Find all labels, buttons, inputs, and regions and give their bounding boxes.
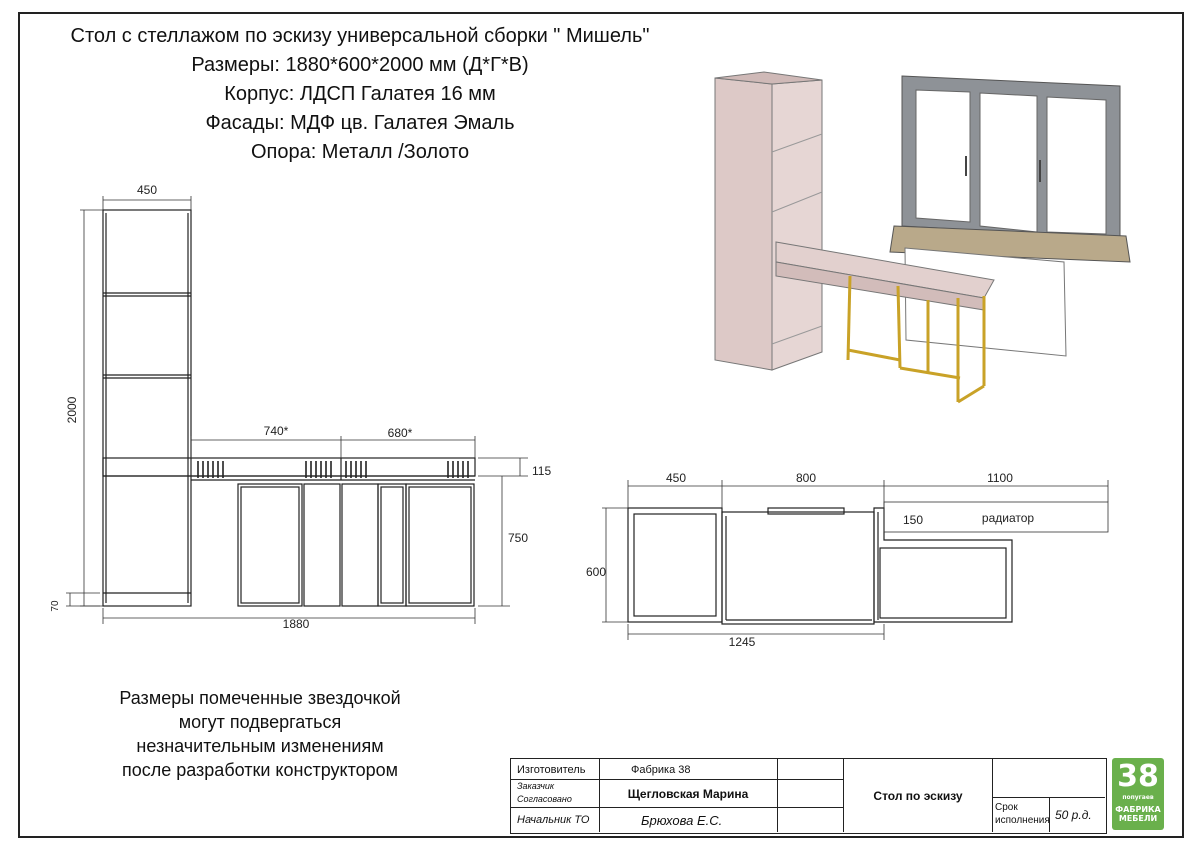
- head-label: Начальник ТО: [517, 814, 590, 826]
- approved-label: Согласовано: [517, 794, 572, 804]
- asterisk-note: [80, 686, 440, 782]
- plan-dim-450: 450: [665, 471, 687, 485]
- product-name: Стол по эскизу: [873, 788, 963, 803]
- plan-dim-1100: 1100: [987, 471, 1013, 485]
- header-facade-material: Фасады: МДФ цв. Галатея Эмаль: [205, 112, 515, 134]
- plan-tower: [628, 508, 722, 622]
- title-block: [510, 758, 1107, 834]
- dim-70: 70: [50, 600, 61, 612]
- customer-label: Заказчик: [517, 780, 555, 791]
- note-line-1: Размеры помеченные звездочкой: [119, 688, 401, 708]
- logo-brand-1: ФАБРИКА: [1115, 805, 1161, 814]
- plan-dim-1245: 1245: [728, 635, 756, 649]
- header-title: Стол с стеллажом по эскизу универсальной сборки " Мишель": [70, 25, 650, 47]
- plan-dim-800: 800: [795, 471, 817, 485]
- term-label-1: Срок: [995, 801, 1018, 813]
- dim-115: 115: [532, 464, 552, 478]
- dim-750: 750: [508, 531, 529, 545]
- header-body-material: Корпус: ЛДСП Галатея 16 мм: [224, 83, 496, 105]
- plan-dim-600: 600: [586, 565, 607, 579]
- term-value: 50 р.д.: [1055, 808, 1092, 822]
- note-line-3: незначительным изменениям: [136, 736, 384, 756]
- plan-desk-main: [722, 512, 874, 624]
- manufacturer-value: Фабрика 38: [631, 764, 691, 776]
- logo-number: 38: [1117, 759, 1159, 794]
- radiator-label: радиатор: [981, 511, 1035, 525]
- dim-tower-width: 450: [136, 183, 158, 197]
- manufacturer-label: Изготовитель: [517, 764, 586, 776]
- logo-small-text: попугаев: [1122, 794, 1154, 801]
- customer-value: Щегловская Марина: [627, 787, 749, 801]
- plan-dim-150: 150: [903, 513, 924, 527]
- dim-total-width: 1880: [282, 617, 310, 631]
- header-support-material: Опора: Металл /Золото: [250, 141, 470, 163]
- term-label-2: исполнения: [995, 814, 1050, 826]
- plan-desk-extension: [874, 508, 1012, 622]
- logo-brand-2: МЕБЕЛИ: [1118, 814, 1158, 823]
- dim-height: 2000: [65, 396, 79, 424]
- note-line-4: после разработки конструктором: [121, 760, 399, 780]
- dim-740: 740*: [263, 424, 289, 438]
- head-value: Брюхова Е.С.: [641, 812, 723, 828]
- header-dimensions: Размеры: 1880*600*2000 мм (Д*Г*В): [191, 54, 529, 76]
- note-line-2: могут подвергаться: [178, 712, 342, 732]
- factory-logo: [1112, 758, 1164, 830]
- dim-680: 680*: [387, 426, 413, 440]
